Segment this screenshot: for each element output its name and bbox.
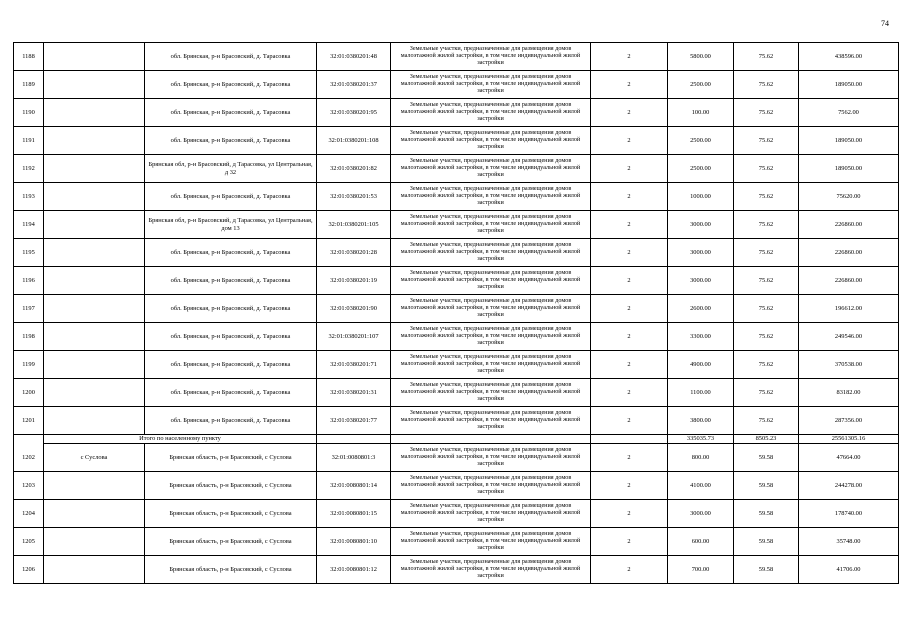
group-code-cell: 2 <box>591 239 668 267</box>
subtotal-empty-cell <box>391 435 591 444</box>
area-cell: 3000.00 <box>668 500 734 528</box>
area-cell: 100.00 <box>668 99 734 127</box>
specific-value-cell: 75.62 <box>734 267 799 295</box>
group-code-cell: 2 <box>591 407 668 435</box>
address-cell: обл. Брянская, р-н Брасовский, д. Тарасовка <box>145 267 317 295</box>
cadastral-number-cell: 32:01:0080801:14 <box>317 472 391 500</box>
row-number: 1194 <box>14 211 44 239</box>
table-row <box>14 528 899 556</box>
row-number: 1204 <box>14 500 44 528</box>
subtotal-empty-cell <box>317 435 391 444</box>
cadastral-number-cell: 32:01:0380201:95 <box>317 99 391 127</box>
specific-value-cell: 75.62 <box>734 323 799 351</box>
settlement-cell <box>44 323 145 351</box>
cadastral-value-cell: 189050.00 <box>799 155 899 183</box>
land-use-description-cell: Земельные участки, предназначенные для размещения домов малоэтажной жилой застройки, в том числе индивидуальной жилой застройки <box>391 351 591 379</box>
group-code-cell: 2 <box>591 528 668 556</box>
group-code-cell: 2 <box>591 211 668 239</box>
cadastral-register-table <box>13 42 899 584</box>
table-row <box>14 379 899 407</box>
address-cell: обл. Брянская, р-н Брасовский, д. Тарасовка <box>145 239 317 267</box>
area-cell: 700.00 <box>668 556 734 584</box>
address-cell: обл. Брянская, р-н Брасовский, д. Тарасовка <box>145 183 317 211</box>
subtotal-num-cell <box>14 435 44 444</box>
subtotal-value: 25561305.16 <box>799 435 899 444</box>
specific-value-cell: 75.62 <box>734 71 799 99</box>
specific-value-cell: 75.62 <box>734 379 799 407</box>
specific-value-cell: 59.58 <box>734 472 799 500</box>
cadastral-value-cell: 47664.00 <box>799 444 899 472</box>
address-cell: обл. Брянская, р-н Брасовский, д. Тарасовка <box>145 351 317 379</box>
land-use-description-cell: Земельные участки, предназначенные для размещения домов малоэтажной жилой застройки, в том числе индивидуальной жилой застройки <box>391 556 591 584</box>
table-row <box>14 183 899 211</box>
cadastral-number-cell: 32:01:0380201:90 <box>317 295 391 323</box>
area-cell: 2500.00 <box>668 155 734 183</box>
group-code-cell: 2 <box>591 351 668 379</box>
land-use-description-cell: Земельные участки, предназначенные для размещения домов малоэтажной жилой застройки, в том числе индивидуальной жилой застройки <box>391 295 591 323</box>
land-use-description-cell: Земельные участки, предназначенные для размещения домов малоэтажной жилой застройки, в том числе индивидуальной жилой застройки <box>391 239 591 267</box>
cadastral-number-cell: 32:01:0380201:77 <box>317 407 391 435</box>
land-use-description-cell: Земельные участки, предназначенные для размещения домов малоэтажной жилой застройки, в том числе индивидуальной жилой застройки <box>391 183 591 211</box>
cadastral-value-cell: 178740.00 <box>799 500 899 528</box>
table-row <box>14 155 899 183</box>
land-use-description-cell: Земельные участки, предназначенные для размещения домов малоэтажной жилой застройки, в том числе индивидуальной жилой застройки <box>391 500 591 528</box>
settlement-cell <box>44 528 145 556</box>
table-row <box>14 211 899 239</box>
specific-value-cell: 59.58 <box>734 500 799 528</box>
address-cell: обл. Брянская, р-н Брасовский, д. Тарасовка <box>145 127 317 155</box>
area-cell: 3800.00 <box>668 407 734 435</box>
settlement-cell <box>44 71 145 99</box>
group-code-cell: 2 <box>591 43 668 71</box>
cadastral-value-cell: 7562.00 <box>799 99 899 127</box>
cadastral-value-cell: 226860.00 <box>799 211 899 239</box>
cadastral-value-cell: 226860.00 <box>799 239 899 267</box>
area-cell: 3000.00 <box>668 267 734 295</box>
cadastral-number-cell: 32:01:0380201:82 <box>317 155 391 183</box>
cadastral-value-cell: 75620.00 <box>799 183 899 211</box>
area-cell: 600.00 <box>668 528 734 556</box>
row-number: 1188 <box>14 43 44 71</box>
subtotal-rate: 8505.23 <box>734 435 799 444</box>
table-row <box>14 43 899 71</box>
group-code-cell: 2 <box>591 127 668 155</box>
group-code-cell: 2 <box>591 295 668 323</box>
specific-value-cell: 75.62 <box>734 295 799 323</box>
land-use-description-cell: Земельные участки, предназначенные для размещения домов малоэтажной жилой застройки, в том числе индивидуальной жилой застройки <box>391 211 591 239</box>
area-cell: 3000.00 <box>668 239 734 267</box>
address-cell: обл. Брянская, р-н Брасовский, д. Тарасовка <box>145 407 317 435</box>
table-row <box>14 99 899 127</box>
group-code-cell: 2 <box>591 183 668 211</box>
row-number: 1199 <box>14 351 44 379</box>
specific-value-cell: 59.58 <box>734 444 799 472</box>
row-number: 1206 <box>14 556 44 584</box>
row-number: 1197 <box>14 295 44 323</box>
cadastral-value-cell: 189050.00 <box>799 127 899 155</box>
table-row <box>14 500 899 528</box>
land-use-description-cell: Земельные участки, предназначенные для размещения домов малоэтажной жилой застройки, в том числе индивидуальной жилой застройки <box>391 407 591 435</box>
group-code-cell: 2 <box>591 99 668 127</box>
row-number: 1192 <box>14 155 44 183</box>
cadastral-number-cell: 32:01:0080801:12 <box>317 556 391 584</box>
settlement-cell <box>44 351 145 379</box>
row-number: 1190 <box>14 99 44 127</box>
cadastral-value-cell: 226860.00 <box>799 267 899 295</box>
subtotal-area: 335035.73 <box>668 435 734 444</box>
group-code-cell: 2 <box>591 556 668 584</box>
row-number: 1200 <box>14 379 44 407</box>
specific-value-cell: 75.62 <box>734 155 799 183</box>
area-cell: 3000.00 <box>668 211 734 239</box>
address-cell: Брянская область, р-н Брасовский, с Суслова <box>145 500 317 528</box>
area-cell: 2600.00 <box>668 295 734 323</box>
table-row <box>14 239 899 267</box>
specific-value-cell: 75.62 <box>734 99 799 127</box>
cadastral-number-cell: 32:01:0380201:28 <box>317 239 391 267</box>
cadastral-number-cell: 32:01:0080801:10 <box>317 528 391 556</box>
cadastral-number-cell: 32:01:0380201:37 <box>317 71 391 99</box>
cadastral-value-cell: 287356.00 <box>799 407 899 435</box>
address-cell: обл. Брянская, р-н Брасовский, д. Тарасовка <box>145 99 317 127</box>
settlement-cell <box>44 183 145 211</box>
subtotal-row <box>14 435 899 444</box>
specific-value-cell: 75.62 <box>734 239 799 267</box>
group-code-cell: 2 <box>591 379 668 407</box>
settlement-cell <box>44 556 145 584</box>
group-code-cell: 2 <box>591 155 668 183</box>
land-use-description-cell: Земельные участки, предназначенные для размещения домов малоэтажной жилой застройки, в том числе индивидуальной жилой застройки <box>391 528 591 556</box>
cadastral-value-cell: 249546.00 <box>799 323 899 351</box>
specific-value-cell: 59.58 <box>734 528 799 556</box>
specific-value-cell: 75.62 <box>734 127 799 155</box>
land-use-description-cell: Земельные участки, предназначенные для размещения домов малоэтажной жилой застройки, в том числе индивидуальной жилой застройки <box>391 472 591 500</box>
land-use-description-cell: Земельные участки, предназначенные для размещения домов малоэтажной жилой застройки, в том числе индивидуальной жилой застройки <box>391 127 591 155</box>
address-cell: Брянская обл, р-н Брасовский, д Тарасовка, ул Центральная, дом 13 <box>145 211 317 239</box>
cadastral-number-cell: 32:01:0080801:15 <box>317 500 391 528</box>
address-cell: Брянская область, р-н Брасовский, с Суслова <box>145 444 317 472</box>
group-code-cell: 2 <box>591 323 668 351</box>
settlement-cell <box>44 99 145 127</box>
row-number: 1195 <box>14 239 44 267</box>
area-cell: 4900.00 <box>668 351 734 379</box>
area-cell: 5800.00 <box>668 43 734 71</box>
cadastral-value-cell: 196612.00 <box>799 295 899 323</box>
cadastral-number-cell: 32:01:0380201:48 <box>317 43 391 71</box>
land-use-description-cell: Земельные участки, предназначенные для размещения домов малоэтажной жилой застройки, в том числе индивидуальной жилой застройки <box>391 155 591 183</box>
specific-value-cell: 75.62 <box>734 183 799 211</box>
cadastral-value-cell: 370538.00 <box>799 351 899 379</box>
row-number: 1203 <box>14 472 44 500</box>
cadastral-value-cell: 189050.00 <box>799 71 899 99</box>
table-row <box>14 71 899 99</box>
address-cell: Брянская обл, р-н Брасовский, д Тарасовка, ул Центральная, д 32 <box>145 155 317 183</box>
cadastral-number-cell: 32:01:0380201:71 <box>317 351 391 379</box>
settlement-cell <box>44 295 145 323</box>
cadastral-number-cell: 32:01:0380201:107 <box>317 323 391 351</box>
table-row <box>14 351 899 379</box>
row-number: 1189 <box>14 71 44 99</box>
specific-value-cell: 75.62 <box>734 407 799 435</box>
cadastral-value-cell: 35748.00 <box>799 528 899 556</box>
group-code-cell: 2 <box>591 267 668 295</box>
table-row <box>14 127 899 155</box>
table-row <box>14 556 899 584</box>
specific-value-cell: 75.62 <box>734 43 799 71</box>
land-use-description-cell: Земельные участки, предназначенные для размещения домов малоэтажной жилой застройки, в том числе индивидуальной жилой застройки <box>391 99 591 127</box>
table-row <box>14 267 899 295</box>
area-cell: 4100.00 <box>668 472 734 500</box>
row-number: 1193 <box>14 183 44 211</box>
address-cell: обл. Брянская, р-н Брасовский, д. Тарасовка <box>145 43 317 71</box>
address-cell: обл. Брянская, р-н Брасовский, д. Тарасовка <box>145 379 317 407</box>
settlement-cell <box>44 127 145 155</box>
settlement-cell <box>44 155 145 183</box>
row-number: 1198 <box>14 323 44 351</box>
group-code-cell: 2 <box>591 500 668 528</box>
row-number: 1191 <box>14 127 44 155</box>
settlement-cell <box>44 407 145 435</box>
cadastral-value-cell: 244278.00 <box>799 472 899 500</box>
group-code-cell: 2 <box>591 444 668 472</box>
settlement-name: с Суслова <box>44 444 145 472</box>
table-row <box>14 444 899 472</box>
subtotal-label: Итого по населенному пункту <box>44 435 317 444</box>
cadastral-number-cell: 32:01:0380201:105 <box>317 211 391 239</box>
specific-value-cell: 59.58 <box>734 556 799 584</box>
table-row <box>14 295 899 323</box>
address-cell: обл. Брянская, р-н Брасовский, д. Тарасовка <box>145 71 317 99</box>
land-use-description-cell: Земельные участки, предназначенные для размещения домов малоэтажной жилой застройки, в том числе индивидуальной жилой застройки <box>391 323 591 351</box>
row-number: 1205 <box>14 528 44 556</box>
subtotal-empty-cell <box>591 435 668 444</box>
settlement-cell <box>44 379 145 407</box>
address-cell: Брянская область, р-н Брасовский, с Суслова <box>145 472 317 500</box>
cadastral-number-cell: 32:01:0380201:53 <box>317 183 391 211</box>
address-cell: обл. Брянская, р-н Брасовский, д. Тарасовка <box>145 323 317 351</box>
cadastral-number-cell: 32:01:0380201:108 <box>317 127 391 155</box>
table-row <box>14 407 899 435</box>
specific-value-cell: 75.62 <box>734 351 799 379</box>
settlement-cell <box>44 500 145 528</box>
group-code-cell: 2 <box>591 71 668 99</box>
cadastral-number-cell: 32:01:0080801:3 <box>317 444 391 472</box>
table-row <box>14 472 899 500</box>
area-cell: 1100.00 <box>668 379 734 407</box>
cadastral-value-cell: 83182.00 <box>799 379 899 407</box>
group-code-cell: 2 <box>591 472 668 500</box>
cadastral-value-cell: 41706.00 <box>799 556 899 584</box>
page-number: 74 <box>881 19 889 28</box>
area-cell: 1000.00 <box>668 183 734 211</box>
area-cell: 800.00 <box>668 444 734 472</box>
area-cell: 2500.00 <box>668 127 734 155</box>
address-cell: Брянская область, р-н Брасовский, с Суслова <box>145 556 317 584</box>
row-number: 1196 <box>14 267 44 295</box>
cadastral-number-cell: 32:01:0380201:19 <box>317 267 391 295</box>
specific-value-cell: 75.62 <box>734 211 799 239</box>
address-cell: Брянская область, р-н Брасовский, с Суслова <box>145 528 317 556</box>
table-row <box>14 323 899 351</box>
area-cell: 3300.00 <box>668 323 734 351</box>
row-number: 1201 <box>14 407 44 435</box>
cadastral-value-cell: 438596.00 <box>799 43 899 71</box>
settlement-cell <box>44 211 145 239</box>
row-number: 1202 <box>14 444 44 472</box>
area-cell: 2500.00 <box>668 71 734 99</box>
cadastral-number-cell: 32:01:0380201:31 <box>317 379 391 407</box>
settlement-cell <box>44 472 145 500</box>
settlement-cell <box>44 267 145 295</box>
land-use-description-cell: Земельные участки, предназначенные для размещения домов малоэтажной жилой застройки, в том числе индивидуальной жилой застройки <box>391 267 591 295</box>
land-use-description-cell: Земельные участки, предназначенные для размещения домов малоэтажной жилой застройки, в том числе индивидуальной жилой застройки <box>391 444 591 472</box>
land-use-description-cell: Земельные участки, предназначенные для размещения домов малоэтажной жилой застройки, в том числе индивидуальной жилой застройки <box>391 379 591 407</box>
settlement-cell <box>44 43 145 71</box>
address-cell: обл. Брянская, р-н Брасовский, д. Тарасовка <box>145 295 317 323</box>
settlement-cell <box>44 239 145 267</box>
land-use-description-cell: Земельные участки, предназначенные для размещения домов малоэтажной жилой застройки, в том числе индивидуальной жилой застройки <box>391 43 591 71</box>
land-use-description-cell: Земельные участки, предназначенные для размещения домов малоэтажной жилой застройки, в том числе индивидуальной жилой застройки <box>391 71 591 99</box>
